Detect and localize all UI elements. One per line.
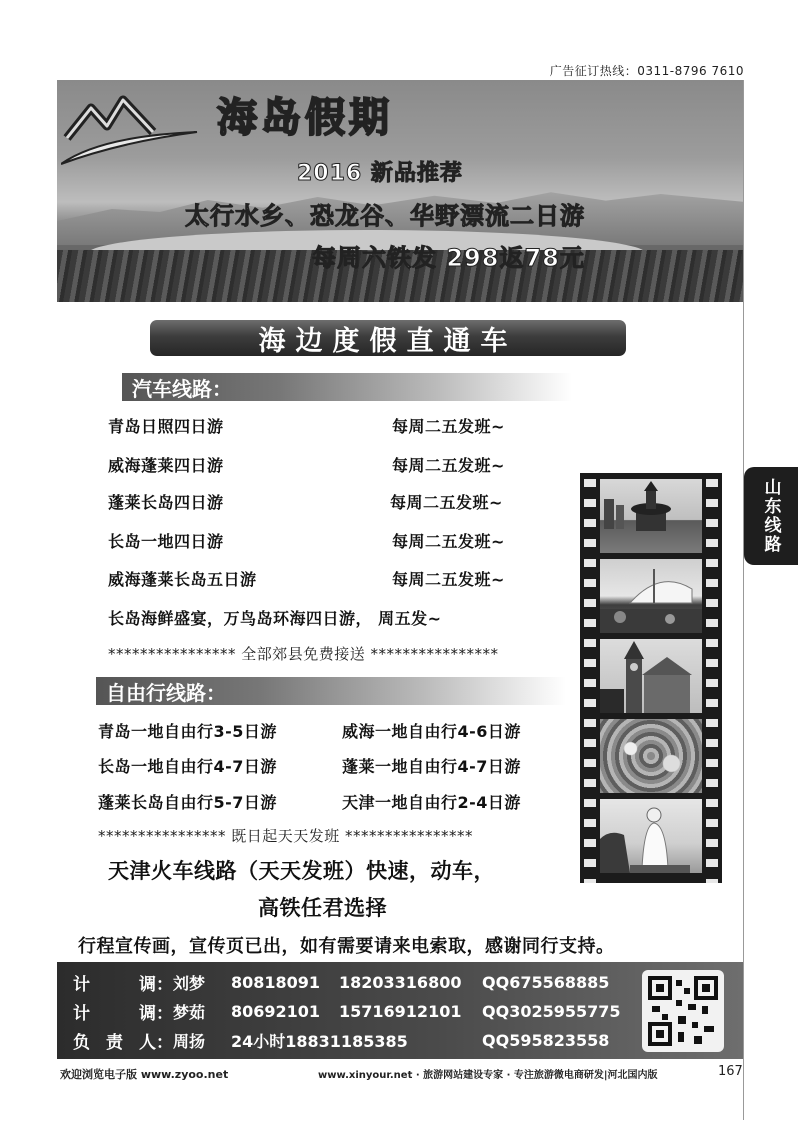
contact-name: 刘梦 xyxy=(173,973,206,993)
church-photo xyxy=(600,639,702,713)
mountain-logo-icon xyxy=(61,86,201,166)
pickup-note: **************** 全部郊县免费接送 **************** xyxy=(108,645,499,663)
contact-row xyxy=(73,1027,609,1053)
role-char: 调： xyxy=(139,974,173,995)
bus-route-name: 威海蓬莱四日游 xyxy=(108,456,224,475)
banner-line-1: 2016 新品推荐 xyxy=(297,161,463,186)
tower-photo xyxy=(600,479,702,553)
contact-panel xyxy=(57,962,743,1059)
tianjin-rail-line-2: 高铁任君选择 xyxy=(258,895,387,920)
bus-routes-heading: 汽车线路： xyxy=(122,373,572,401)
role-char: 责 xyxy=(106,1032,123,1053)
bus-special-route: 长岛海鲜盛宴，万鸟岛环海四日游， 周五发~ xyxy=(108,609,442,628)
section-bar: 海边度假直通车 xyxy=(150,320,626,356)
footer-right: www.xinyour.net · 旅游网站建设专家 · 专注旅游微电商研发|河北国内版 xyxy=(318,1070,658,1081)
contact-role xyxy=(73,970,173,995)
daily-departure-note: **************** 既日起天天发班 **************** xyxy=(98,827,474,845)
bus-route-name: 蓬莱长岛四日游 xyxy=(108,493,224,512)
pebble-beach-photo xyxy=(600,719,702,793)
category-tab-shandong: 山东线路 xyxy=(744,467,798,565)
banner-title: 海岛假期 xyxy=(217,94,393,141)
banner xyxy=(57,80,743,302)
ad-hotline: 广告征订热线：0311-8796 7610 xyxy=(549,64,744,78)
tianjin-rail-line-1: 天津火车线路（天天发班）快速，动车， xyxy=(108,858,495,883)
contact-name: 周扬 xyxy=(173,1031,206,1051)
role-char: 计 xyxy=(73,974,90,995)
contact-role xyxy=(73,1028,173,1053)
bus-route-schedule: 每周二五发班~ xyxy=(392,456,505,475)
photo-film-strip xyxy=(580,473,722,883)
bus-route-name: 威海蓬莱长岛五日游 xyxy=(108,570,257,589)
bus-route-schedule: 每周二五发班~ xyxy=(392,417,505,436)
free-route: 蓬莱一地自由行4-7日游 xyxy=(342,757,521,776)
banner-line-2: 太行水乡、恐龙谷、华野漂流二日游 xyxy=(185,202,585,230)
contact-qq: QQ3025955775 xyxy=(482,1001,621,1021)
statue-photo xyxy=(600,799,702,873)
contact-qq: QQ675568885 xyxy=(482,972,610,992)
contact-phone: 24小时18831185385 xyxy=(231,1031,408,1051)
bus-route-schedule: 每周二五发班~ xyxy=(392,532,505,551)
free-travel-heading: 自由行线路： xyxy=(96,677,566,705)
role-char: 负 xyxy=(73,1032,90,1053)
free-route: 长岛一地自由行4-7日游 xyxy=(98,757,277,776)
bus-route-schedule: 每周二五发班~ xyxy=(392,570,505,589)
contact-phone: 80818091 xyxy=(231,972,321,992)
contact-row xyxy=(73,969,609,995)
film-perforation xyxy=(706,473,718,883)
page-number: 167 xyxy=(718,1064,743,1079)
role-char: 人： xyxy=(139,1032,173,1053)
qr-code xyxy=(642,970,724,1052)
bus-route-name: 长岛一地四日游 xyxy=(108,532,224,551)
contact-mobile: 18203316800 xyxy=(339,972,462,992)
contact-name: 梦茹 xyxy=(173,1002,206,1022)
contact-role xyxy=(73,999,173,1024)
free-route: 天津一地自由行2-4日游 xyxy=(342,793,521,812)
contact-qq: QQ595823558 xyxy=(482,1030,610,1050)
contact-mobile: 15716912101 xyxy=(339,1001,462,1021)
free-route: 蓬莱长岛自由行5-7日游 xyxy=(98,793,277,812)
contact-phone: 80692101 xyxy=(231,1001,321,1021)
role-char: 调： xyxy=(139,1003,173,1024)
footer-left: 欢迎浏览电子版 www.zyoo.net xyxy=(60,1068,229,1081)
free-route: 威海一地自由行4-6日游 xyxy=(342,722,521,741)
banner-line-3: 每周六铁发 298返78元 xyxy=(312,244,585,272)
role-char: 计 xyxy=(73,1003,90,1024)
free-route: 青岛一地自由行3-5日游 xyxy=(98,722,277,741)
sail-sculpture-photo xyxy=(600,559,702,633)
film-perforation xyxy=(584,473,596,883)
brochure-notice: 行程宣传画，宣传页已出，如有需要请来电索取，感谢同行支持。 xyxy=(78,936,615,957)
bus-route-schedule: 每周二五发班~ xyxy=(390,493,503,512)
page-divider xyxy=(743,80,744,1120)
contact-row xyxy=(73,998,621,1024)
bus-route-name: 青岛日照四日游 xyxy=(108,417,224,436)
